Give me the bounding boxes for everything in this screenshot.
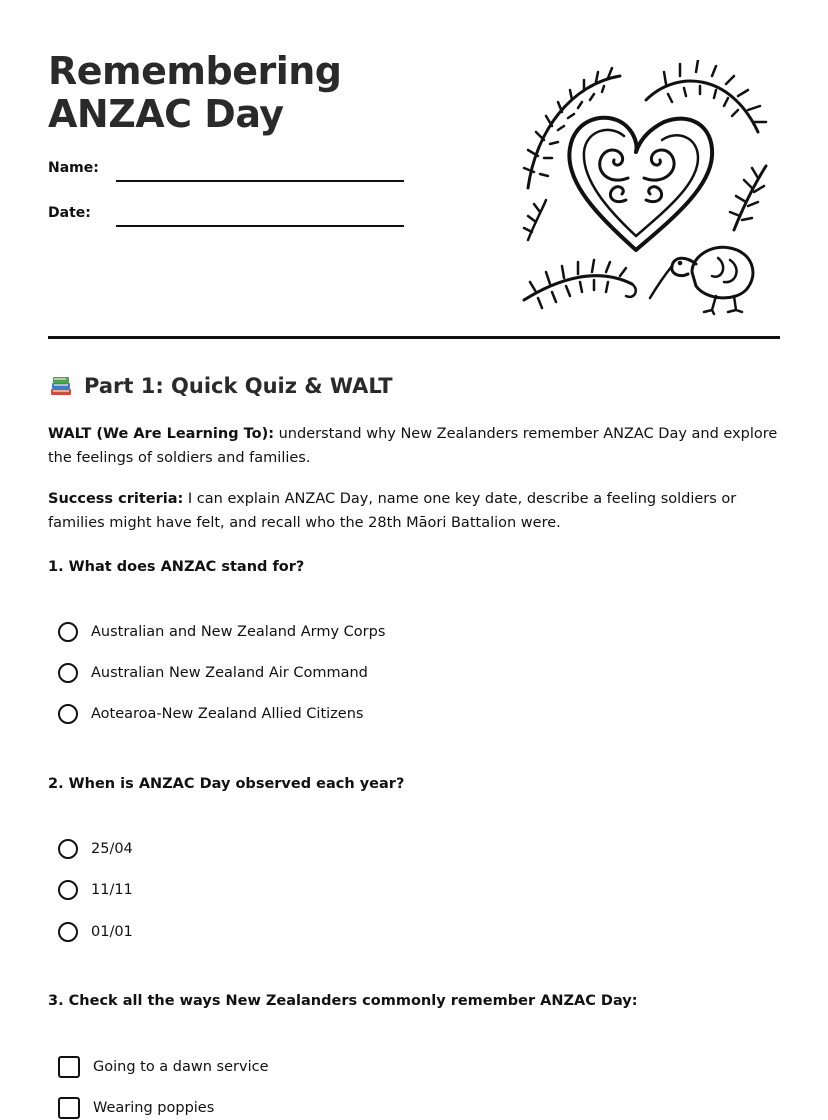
radio-button[interactable] — [58, 622, 78, 642]
date-label: Date: — [48, 205, 91, 221]
q1-option-2[interactable] — [58, 661, 368, 685]
q3-option-1[interactable] — [58, 1055, 269, 1079]
option-label: Australian and New Zealand Army Corps — [91, 624, 386, 640]
checkbox[interactable] — [58, 1056, 80, 1078]
question-1: 1. What does ANZAC stand for? — [48, 559, 305, 575]
date-line[interactable] — [116, 225, 404, 227]
q2-option-1[interactable] — [58, 837, 133, 861]
radio-button[interactable] — [58, 922, 78, 942]
option-label: Going to a dawn service — [93, 1059, 269, 1075]
option-label: Wearing poppies — [93, 1100, 215, 1116]
q2-option-3[interactable] — [58, 920, 133, 944]
question-2: 2. When is ANZAC Day observed each year? — [48, 776, 405, 792]
walt-label: WALT (We Are Learning To): — [48, 426, 274, 442]
success-criteria-paragraph — [48, 487, 788, 535]
q1-option-3[interactable] — [58, 702, 363, 726]
success-text: I can explain ANZAC Day, name one key date, describe a feeling soldiers or families might have felt, and recall who the 28th Māori Battalion were. — [48, 491, 737, 531]
option-label: 11/11 — [91, 882, 133, 898]
name-line[interactable] — [116, 180, 404, 182]
checkbox[interactable] — [58, 1097, 80, 1119]
question-3: 3. Check all the ways New Zealanders commonly remember ANZAC Day: — [48, 993, 638, 1009]
radio-button[interactable] — [58, 704, 78, 724]
option-label: Australian New Zealand Air Command — [91, 665, 368, 681]
part1-heading — [48, 373, 393, 399]
heart-fern-kiwi-icon — [516, 60, 776, 316]
q2-option-2[interactable] — [58, 878, 133, 902]
books-icon — [48, 373, 74, 399]
q1-option-1[interactable] — [58, 620, 385, 644]
walt-paragraph — [48, 422, 788, 470]
radio-button[interactable] — [58, 880, 78, 900]
name-label: Name: — [48, 160, 99, 176]
radio-button[interactable] — [58, 663, 78, 683]
part1-heading-text: Part 1: Quick Quiz & WALT — [84, 374, 393, 398]
page-title: Remembering ANZAC Day — [48, 49, 342, 136]
option-label: Aotearoa-New Zealand Allied Citizens — [91, 706, 364, 722]
radio-button[interactable] — [58, 839, 78, 859]
q3-option-2[interactable] — [58, 1096, 214, 1120]
walt-text: understand why New Zealanders remember ANZAC Day and explore the feelings of soldiers and families. — [48, 426, 778, 466]
option-label: 25/04 — [91, 841, 133, 857]
option-label: 01/01 — [91, 924, 133, 940]
header-divider — [48, 336, 780, 339]
success-label: Success criteria: — [48, 491, 184, 507]
